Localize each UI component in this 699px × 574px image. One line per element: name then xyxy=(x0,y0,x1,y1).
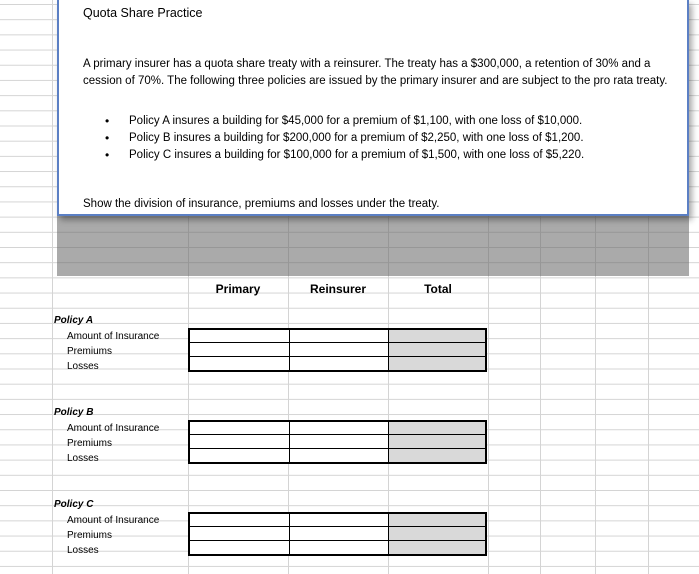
policy-a-answer-grid xyxy=(188,328,487,372)
policy-bullet: • Policy C insures a building for $100,000 for a premium of $1,500, with one loss of $5,220. xyxy=(105,147,584,164)
row-label-losses: Losses xyxy=(67,545,99,556)
column-gridline xyxy=(52,0,53,574)
policy-a-title: Policy A xyxy=(54,315,94,326)
policy-b-title: Policy B xyxy=(54,407,94,418)
policy-b-premiums-reinsurer-cell[interactable] xyxy=(290,435,389,448)
policy-a-premiums-total-cell[interactable] xyxy=(389,343,485,356)
policy-a-premiums-primary-cell[interactable] xyxy=(190,343,290,356)
policy-c-premiums-reinsurer-cell[interactable] xyxy=(290,527,389,540)
policy-c-insurance-total-cell[interactable] xyxy=(389,514,485,527)
policy-c-insurance-primary-cell[interactable] xyxy=(190,514,290,527)
policy-bullet: • Policy B insures a building for $200,000 for a premium of $2,250, with one loss of $1,200. xyxy=(105,130,584,147)
column-header-primary: Primary xyxy=(215,282,261,296)
policy-b-insurance-primary-cell[interactable] xyxy=(190,422,290,435)
policy-b-losses-reinsurer-cell[interactable] xyxy=(290,449,389,462)
policy-c-premiums-primary-cell[interactable] xyxy=(190,527,290,540)
policy-bullet: • Policy A insures a building for $45,000 for a premium of $1,100, with one loss of $10,000. xyxy=(105,113,584,130)
row-label-losses: Losses xyxy=(67,453,99,464)
policy-b-losses-total-cell[interactable] xyxy=(389,449,485,462)
problem-title: Quota Share Practice xyxy=(83,6,203,20)
row-label-losses: Losses xyxy=(67,361,99,372)
policy-a-losses-reinsurer-cell[interactable] xyxy=(290,357,389,370)
problem-paragraph: A primary insurer has a quota share treaty with a reinsurer. The treaty has a $300,000, a retention of 30% and a cession of 70%. The following three policies are issued by the primary insurer and are subject to the pro rata treaty. xyxy=(83,58,668,87)
policy-a-insurance-reinsurer-cell[interactable] xyxy=(290,330,389,343)
policy-c-insurance-reinsurer-cell[interactable] xyxy=(290,514,389,527)
policy-c-premiums-total-cell[interactable] xyxy=(389,527,485,540)
policy-b-insurance-reinsurer-cell[interactable] xyxy=(290,422,389,435)
row-label-premiums: Premiums xyxy=(67,346,113,357)
row-label-premiums: Premiums xyxy=(67,438,113,449)
policy-b-premiums-primary-cell[interactable] xyxy=(190,435,290,448)
column-header-total: Total xyxy=(424,282,452,296)
policy-a-insurance-total-cell[interactable] xyxy=(389,330,485,343)
policy-c-losses-total-cell[interactable] xyxy=(389,541,485,554)
policy-b-answer-grid xyxy=(188,420,487,464)
policy-c-title: Policy C xyxy=(54,499,94,510)
text-box-shadow xyxy=(57,216,689,276)
policy-b-premiums-total-cell[interactable] xyxy=(389,435,485,448)
policy-a-losses-total-cell[interactable] xyxy=(389,357,485,370)
problem-instruction: Show the division of insurance, premiums and losses under the treaty. xyxy=(83,198,440,210)
column-header-reinsurer: Reinsurer xyxy=(309,282,367,296)
policy-c-losses-reinsurer-cell[interactable] xyxy=(290,541,389,554)
policy-b-losses-primary-cell[interactable] xyxy=(190,449,290,462)
row-label-amount-of-insurance: Amount of Insurance xyxy=(67,331,160,342)
row-label-amount-of-insurance: Amount of Insurance xyxy=(67,423,160,434)
policy-b-insurance-total-cell[interactable] xyxy=(389,422,485,435)
row-label-premiums: Premiums xyxy=(67,530,113,541)
problem-text-box[interactable] xyxy=(57,0,689,216)
policy-c-answer-grid xyxy=(188,512,487,556)
policy-list xyxy=(105,113,584,164)
policy-a-losses-primary-cell[interactable] xyxy=(190,357,290,370)
row-label-amount-of-insurance: Amount of Insurance xyxy=(67,515,160,526)
policy-a-insurance-primary-cell[interactable] xyxy=(190,330,290,343)
policy-a-premiums-reinsurer-cell[interactable] xyxy=(290,343,389,356)
policy-c-losses-primary-cell[interactable] xyxy=(190,541,290,554)
